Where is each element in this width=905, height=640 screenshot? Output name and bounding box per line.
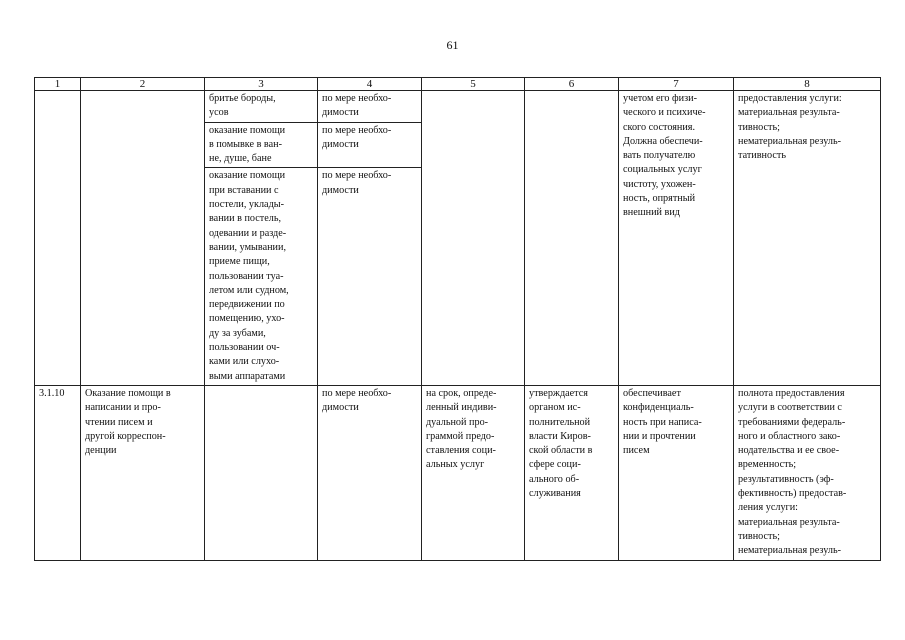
service-standard: обеспечивает конфиденциаль- ность при написа- нии и прочтении писем	[619, 385, 734, 560]
service-periodicity: по мере необхо- димости	[318, 385, 422, 560]
periodicity-shaving: по мере необхо- димости	[318, 91, 422, 123]
periodicity-daily-care: по мере необхо- димости	[318, 168, 422, 385]
service-term: на срок, опреде- ленный индиви- дуальной про- граммой предо- ставления соци- альных услуг	[422, 385, 525, 560]
header-cell-2: 2	[81, 78, 205, 91]
header-cell-4: 4	[318, 78, 422, 91]
service-indicators: полнота предоставления услуги в соответствии с требованиями федераль- ного и областного зако- нодательства и ее свое- временность; результативность (эф- фективность) предостав- ления услуги: материальная результа- тивность; нематериальная резуль-	[734, 385, 881, 560]
continuation-norm-cell	[525, 91, 619, 386]
header-cell-7: 7	[619, 78, 734, 91]
service-row-3-1-10	[35, 385, 881, 560]
subservice-bathing: оказание помощи в помывке в ван- не, душе, бане	[205, 122, 318, 168]
page-number: 61	[446, 38, 459, 52]
subservice-shaving: бритье бороды, усов	[205, 91, 318, 123]
header-cell-3: 3	[205, 78, 318, 91]
subservice-daily-care: оказание помощи при вставании с постели, уклады- вании в постель, одевании и разде- вании, умывании, приеме пищи, пользовании туа- летом или судном, передвижении по помещению, ухо- ду за зубами, пользовании оч- ками или слухо- выми аппаратами	[205, 168, 318, 385]
service-subservice-cell	[205, 385, 318, 560]
continuation-term-cell	[422, 91, 525, 386]
continuation-standard-cell: учетом его физи- ческого и психиче- ского состояния. Должна обеспечи- вать получателю социальных услуг чистоту, ухожен- ность, опрятный внешний вид	[619, 91, 734, 386]
header-row	[35, 78, 881, 91]
header-cell-6: 6	[525, 78, 619, 91]
services-table	[34, 77, 881, 561]
continuation-row	[35, 91, 881, 123]
periodicity-bathing: по мере необхо- димости	[318, 122, 422, 168]
service-number: 3.1.10	[35, 385, 81, 560]
header-cell-8: 8	[734, 78, 881, 91]
continuation-indicators-cell: предоставления услуги: материальная результа- тивность; нематериальная резуль- тативность	[734, 91, 881, 386]
header-cell-5: 5	[422, 78, 525, 91]
continuation-name-cell	[81, 91, 205, 386]
header-cell-1: 1	[35, 78, 81, 91]
service-norm: утверждается органом ис- полнительной власти Киров- ской области в сфере соци- ального об- служивания	[525, 385, 619, 560]
continuation-number-cell	[35, 91, 81, 386]
service-name: Оказание помощи в написании и про- чтении писем и другой корреспон- денции	[81, 385, 205, 560]
